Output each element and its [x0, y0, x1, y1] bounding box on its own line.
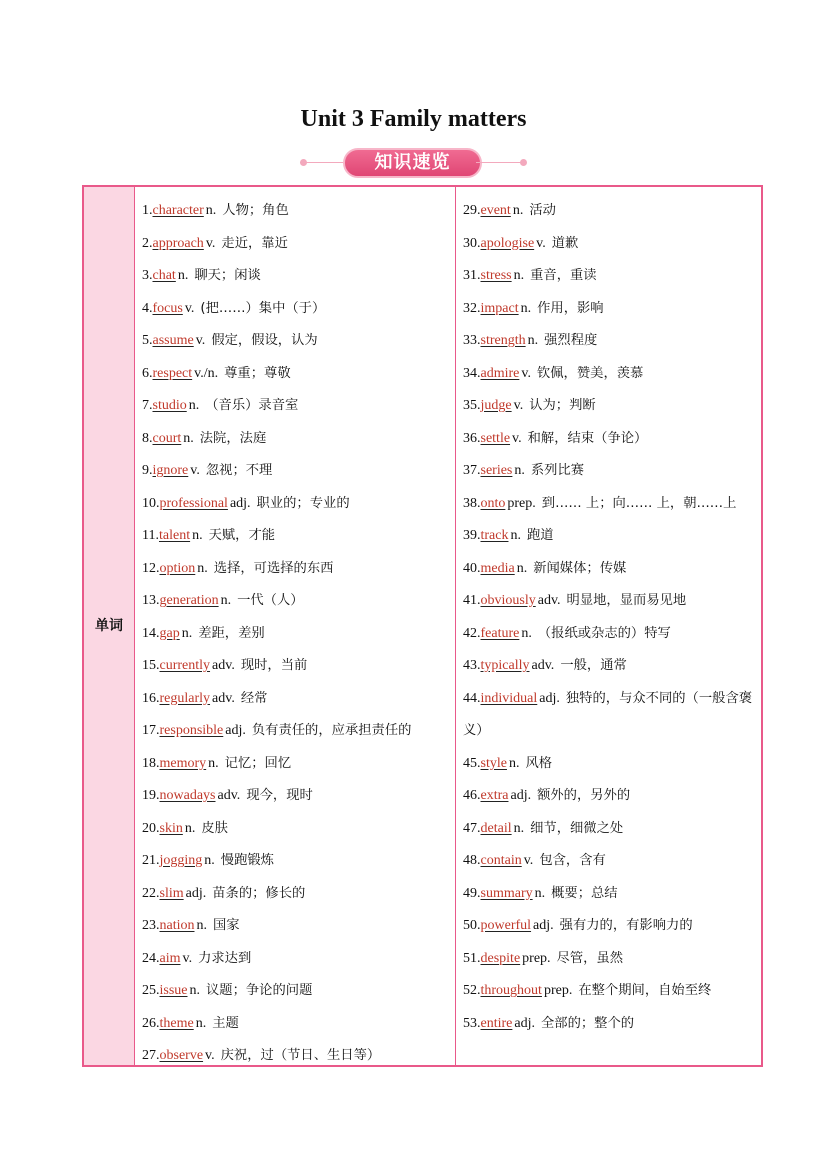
entry-pos: adj. — [225, 723, 246, 738]
entry-pos: n. — [208, 755, 219, 771]
entry-pos: n. — [192, 528, 203, 543]
vocab-entry — [463, 943, 759, 976]
entry-pos: n. — [177, 268, 189, 283]
entry-word: slim — [159, 885, 184, 901]
vocab-entry — [142, 520, 452, 553]
entry-number: 50. — [463, 918, 481, 933]
vocab-entry — [463, 488, 759, 521]
entry-definition: 现今，现时 — [246, 788, 313, 803]
entry-pos: adj. — [533, 918, 554, 933]
entry-word: style — [480, 755, 507, 771]
entry-number: 51. — [463, 950, 481, 966]
entry-definition: 人物；角色 — [222, 203, 289, 218]
entry-word: track — [480, 528, 509, 543]
entry-definition: 现时，当前 — [240, 658, 308, 673]
entry-definition: 庆祝，过（节日、生日等） — [220, 1048, 381, 1063]
entry-pos: adv. — [217, 788, 241, 803]
entry-number: 43. — [463, 658, 481, 673]
entry-pos: n. — [195, 1015, 207, 1031]
entry-word: feature — [480, 625, 520, 641]
entry-word: focus — [152, 300, 183, 316]
entry-pos: n. — [527, 333, 539, 348]
entry-pos: n. — [188, 398, 200, 413]
vocab-entry — [142, 943, 452, 976]
entry-definition: 系列比赛 — [530, 463, 585, 478]
entry-word: individual — [480, 690, 538, 706]
entry-number: 30. — [463, 235, 481, 251]
entry-number: 9. — [142, 463, 153, 478]
entry-word: media — [480, 560, 515, 576]
entry-number: 19. — [142, 788, 160, 803]
entry-pos: n. — [205, 203, 217, 218]
vocab-entry — [463, 975, 759, 1008]
entry-word: memory — [159, 755, 207, 771]
entry-word: regularly — [159, 690, 211, 706]
vocabulary-table — [82, 185, 763, 1067]
entry-number: 15. — [142, 658, 160, 673]
vocab-entry — [142, 1008, 452, 1041]
banner-right-dot — [520, 159, 527, 166]
entry-number: 21. — [142, 853, 160, 868]
entry-word: despite — [480, 950, 521, 966]
vocab-entry — [463, 423, 759, 456]
entry-word: apologise — [480, 235, 535, 251]
entry-word: series — [480, 463, 513, 478]
vocab-entry — [142, 748, 452, 781]
vocab-entry — [463, 195, 759, 228]
vocab-entry — [463, 455, 759, 488]
entry-definition: 钦佩，赞美，羡慕 — [536, 365, 644, 381]
entry-word: admire — [480, 365, 520, 381]
entry-number: 26. — [142, 1015, 160, 1031]
entry-word: contain — [480, 853, 522, 868]
vocab-entry — [463, 650, 759, 683]
entry-word: currently — [159, 658, 211, 673]
vocab-entry — [142, 683, 452, 716]
entry-definition: 包含，含有 — [539, 853, 606, 868]
entry-definition: 强有力的，有影响力的 — [559, 918, 693, 933]
vocab-entry — [142, 325, 452, 358]
entry-word: skin — [159, 820, 183, 836]
entry-definition: 重音，重读 — [530, 268, 597, 283]
entry-word: nation — [159, 918, 195, 933]
entry-pos: v. — [182, 950, 193, 966]
vocab-entry — [463, 358, 759, 391]
entry-number: 31. — [463, 268, 481, 283]
entry-definition: 尽管，虽然 — [556, 950, 624, 966]
entry-word: aim — [159, 950, 181, 966]
entry-number: 18. — [142, 755, 160, 771]
entry-definition: 负有责任的，应承担责任的 — [251, 723, 412, 738]
entry-definition: 作用，影响 — [537, 300, 604, 316]
entry-definition: 跑道 — [526, 528, 554, 543]
vocab-entry — [142, 228, 452, 261]
vocab-column-left — [142, 195, 452, 1073]
entry-definition: 明显地，显而易见地 — [566, 593, 687, 608]
entry-pos: v./n. — [194, 365, 219, 381]
vocab-entry — [142, 650, 452, 683]
entry-word: event — [480, 203, 511, 218]
entry-definition: 概要；总结 — [551, 885, 618, 901]
entry-word: chat — [152, 268, 176, 283]
entry-number: 11. — [142, 528, 159, 543]
entry-number: 37. — [463, 463, 481, 478]
vocab-entry — [142, 260, 452, 293]
entry-pos: v. — [205, 1048, 215, 1063]
vocab-entry — [142, 423, 452, 456]
entry-definition: 和解，结束（争论） — [527, 430, 648, 446]
entry-word: talent — [158, 528, 191, 543]
entry-number: 47. — [463, 820, 481, 836]
vocab-entry — [463, 813, 759, 846]
entry-number: 44. — [463, 690, 481, 706]
entry-definition: 假定，假设，认为 — [211, 333, 318, 348]
entry-word: obviously — [480, 593, 536, 608]
entry-pos: n. — [184, 820, 196, 836]
entry-number: 1. — [142, 203, 153, 218]
entry-pos: prep. — [522, 950, 551, 966]
entry-pos: v. — [184, 300, 195, 316]
entry-definition: 一般，通常 — [560, 658, 627, 673]
entry-pos: v. — [205, 235, 216, 251]
entry-number: 35. — [463, 398, 481, 413]
entry-definition: 走近，靠近 — [221, 235, 288, 251]
entry-word: summary — [480, 885, 533, 901]
column-divider — [455, 187, 456, 1065]
vocab-entry — [142, 618, 452, 651]
entry-word: extra — [480, 788, 509, 803]
entry-number: 25. — [142, 983, 160, 998]
entry-word: responsible — [159, 723, 224, 738]
entry-number: 14. — [142, 625, 160, 641]
entry-definition: 选择，可选择的东西 — [213, 560, 334, 576]
entry-pos: n. — [512, 203, 524, 218]
entry-number: 22. — [142, 885, 160, 901]
entry-definition: 苗条的；修长的 — [212, 885, 306, 901]
section-banner — [0, 146, 827, 182]
entry-word: respect — [152, 365, 193, 381]
entry-number: 5. — [142, 333, 153, 348]
entry-number: 12. — [142, 560, 160, 576]
entry-definition: 聊天；闲谈 — [194, 268, 261, 283]
entry-word: powerful — [480, 918, 532, 933]
vocab-entry — [142, 715, 452, 748]
entry-word: impact — [480, 300, 519, 316]
vocab-entry — [142, 975, 452, 1008]
entry-definition: 差距，差别 — [198, 625, 265, 641]
entry-definition: 法院，法庭 — [199, 430, 267, 446]
entry-number: 16. — [142, 690, 160, 706]
vocab-entry — [142, 910, 452, 943]
entry-number: 46. — [463, 788, 481, 803]
entry-pos: n. — [204, 853, 215, 868]
entry-definition: 额外的，另外的 — [537, 788, 631, 803]
entry-pos: adj. — [185, 885, 207, 901]
vocab-entry — [142, 293, 452, 326]
entry-number: 36. — [463, 430, 481, 446]
entry-word: ignore — [152, 463, 189, 478]
entry-pos: n. — [513, 820, 525, 836]
entry-number: 33. — [463, 333, 481, 348]
entry-word: approach — [152, 235, 204, 251]
vocab-entry — [463, 878, 759, 911]
vocab-entry — [142, 195, 452, 228]
entry-pos: n. — [220, 593, 232, 608]
entry-number: 13. — [142, 593, 160, 608]
vocab-entry — [463, 780, 759, 813]
entry-definition: 到…… 上；向…… 上，朝……上 — [541, 495, 737, 511]
entry-word: judge — [480, 398, 512, 413]
entry-definition: 经常 — [240, 690, 268, 706]
entry-definition: 记忆；回忆 — [224, 755, 292, 771]
entry-number: 17. — [142, 723, 160, 738]
entry-definition: 力求达到 — [198, 950, 252, 966]
vocab-column-right — [463, 195, 759, 1040]
entry-pos: adj. — [539, 690, 560, 706]
entry-word: stress — [480, 268, 512, 283]
entry-number: 52. — [463, 983, 481, 998]
entry-number: 39. — [463, 528, 481, 543]
entry-number: 40. — [463, 560, 481, 576]
entry-definition: 在整个期间，自始至终 — [578, 983, 712, 998]
entry-number: 7. — [142, 398, 153, 413]
entry-pos: n. — [181, 625, 193, 641]
entry-word: generation — [159, 593, 219, 608]
entry-number: 2. — [142, 235, 153, 251]
entry-definition: (把……）集中（于） — [200, 300, 326, 316]
entry-pos: v. — [523, 853, 534, 868]
entry-definition: 慢跑锻炼 — [220, 853, 274, 868]
vocab-entry — [142, 553, 452, 586]
entry-word: nowadays — [159, 788, 216, 803]
entry-number: 27. — [142, 1048, 160, 1063]
entry-definition: 细节，细微之处 — [530, 820, 624, 836]
vocab-entry — [142, 845, 452, 878]
entry-pos: prep. — [507, 495, 536, 511]
entry-definition: 皮肤 — [201, 820, 228, 836]
entry-word: settle — [480, 430, 511, 446]
entry-number: 10. — [142, 495, 160, 511]
vocab-entry — [463, 1008, 759, 1041]
entry-number: 38. — [463, 495, 481, 511]
entry-definition: 道歉 — [551, 235, 579, 251]
entry-pos: n. — [510, 528, 521, 543]
entry-definition: 强烈程度 — [544, 333, 598, 348]
entry-word: observe — [159, 1048, 204, 1063]
entry-pos: adj. — [510, 788, 532, 803]
entry-pos: adv. — [212, 658, 235, 673]
entry-definition: 天赋，才能 — [208, 528, 276, 543]
entry-number: 4. — [142, 300, 153, 316]
entry-word: option — [159, 560, 196, 576]
entry-definition: 议题；争论的问题 — [206, 983, 313, 998]
entry-word: court — [152, 430, 182, 446]
entry-number: 48. — [463, 853, 481, 868]
vocab-entry — [463, 618, 759, 651]
vocab-entry — [142, 358, 452, 391]
entry-number: 53. — [463, 1015, 481, 1031]
entry-definition: （音乐）录音室 — [205, 398, 299, 413]
entry-pos: v. — [512, 430, 522, 446]
entry-pos: n. — [189, 983, 200, 998]
vocab-entry — [463, 520, 759, 553]
entry-pos: n. — [516, 560, 528, 576]
entry-definition: 风格 — [525, 755, 553, 771]
entry-word: strength — [480, 333, 526, 348]
entry-definition: 认为；判断 — [529, 398, 596, 413]
entry-definition: 主题 — [212, 1015, 239, 1031]
entry-word: gap — [159, 625, 180, 641]
banner-right-line — [476, 162, 526, 163]
vocab-entry — [142, 455, 452, 488]
entry-definition: 职业的；专业的 — [256, 495, 350, 511]
entry-pos: v. — [513, 398, 524, 413]
entry-number: 42. — [463, 625, 481, 641]
category-label: 单词 — [95, 618, 123, 634]
category-column — [84, 187, 135, 1065]
entry-number: 23. — [142, 918, 160, 933]
entry-pos: n. — [197, 560, 208, 576]
entry-pos: n. — [520, 300, 532, 316]
vocab-entry — [463, 553, 759, 586]
entry-definition: 尊重；尊敬 — [224, 365, 291, 381]
entry-pos: adj. — [229, 495, 251, 511]
entry-pos: adj. — [514, 1015, 535, 1031]
entry-word: detail — [480, 820, 512, 836]
banner-left-dot — [300, 159, 307, 166]
entry-definition: 新闻媒体；传媒 — [533, 560, 627, 576]
vocab-entry — [463, 325, 759, 358]
entry-word: entire — [480, 1015, 513, 1031]
entry-pos: v. — [195, 333, 206, 348]
vocab-entry — [142, 585, 452, 618]
entry-word: jogging — [159, 853, 203, 868]
entry-pos: v. — [536, 235, 546, 251]
section-banner-label: 知识速览 — [343, 148, 482, 178]
entry-number: 3. — [142, 268, 153, 283]
entry-pos: adv. — [531, 658, 555, 673]
vocab-entry — [463, 390, 759, 423]
vocab-entry — [463, 585, 759, 618]
entry-pos: n. — [183, 430, 194, 446]
entry-pos: n. — [521, 625, 532, 641]
entry-word: theme — [159, 1015, 194, 1031]
entry-pos: adv. — [537, 593, 561, 608]
entry-pos: n. — [514, 463, 525, 478]
entry-pos: n. — [196, 918, 207, 933]
entry-pos: v. — [190, 463, 200, 478]
vocab-entry — [463, 228, 759, 261]
entry-definition: 一代（人） — [237, 593, 304, 608]
page-title: Unit 3 Family matters — [300, 106, 527, 132]
entry-definition: 国家 — [213, 918, 240, 933]
entry-definition: 独特的，与众不同的（一般含褒义） — [463, 690, 753, 738]
vocab-entry — [463, 748, 759, 781]
vocab-entry — [463, 910, 759, 943]
entry-number: 29. — [463, 203, 481, 218]
vocab-entry — [463, 683, 759, 748]
entry-number: 41. — [463, 593, 481, 608]
entry-pos: adv. — [212, 690, 235, 706]
entry-number: 24. — [142, 950, 160, 966]
entry-pos: n. — [534, 885, 546, 901]
vocab-entry — [463, 845, 759, 878]
vocab-entry — [142, 878, 452, 911]
entry-word: professional — [159, 495, 228, 511]
entry-word: character — [152, 203, 204, 218]
entry-definition: 忽视；不理 — [205, 463, 273, 478]
entry-definition: 活动 — [529, 203, 556, 218]
entry-word: studio — [152, 398, 187, 413]
entry-word: assume — [152, 333, 194, 348]
entry-definition: （报纸或杂志的）特写 — [537, 625, 671, 641]
entry-number: 8. — [142, 430, 153, 446]
entry-number: 49. — [463, 885, 481, 901]
vocab-entry — [463, 260, 759, 293]
vocab-entry — [463, 293, 759, 326]
vocab-entry — [142, 813, 452, 846]
entry-pos: n. — [513, 268, 525, 283]
entry-number: 32. — [463, 300, 481, 316]
entry-word: typically — [480, 658, 530, 673]
entry-number: 6. — [142, 365, 153, 381]
entry-word: throughout — [480, 983, 542, 998]
entry-word: onto — [480, 495, 506, 511]
entry-word: issue — [159, 983, 188, 998]
vocab-entry — [142, 488, 452, 521]
vocab-entry — [142, 780, 452, 813]
vocab-entry — [142, 390, 452, 423]
vocab-entry — [142, 1040, 452, 1073]
entry-definition: 全部的；整个的 — [540, 1015, 635, 1031]
entry-pos: v. — [521, 365, 531, 381]
entry-pos: n. — [508, 755, 520, 771]
entry-pos: prep. — [543, 983, 573, 998]
entry-number: 20. — [142, 820, 160, 836]
entry-number: 34. — [463, 365, 481, 381]
entry-number: 45. — [463, 755, 481, 771]
